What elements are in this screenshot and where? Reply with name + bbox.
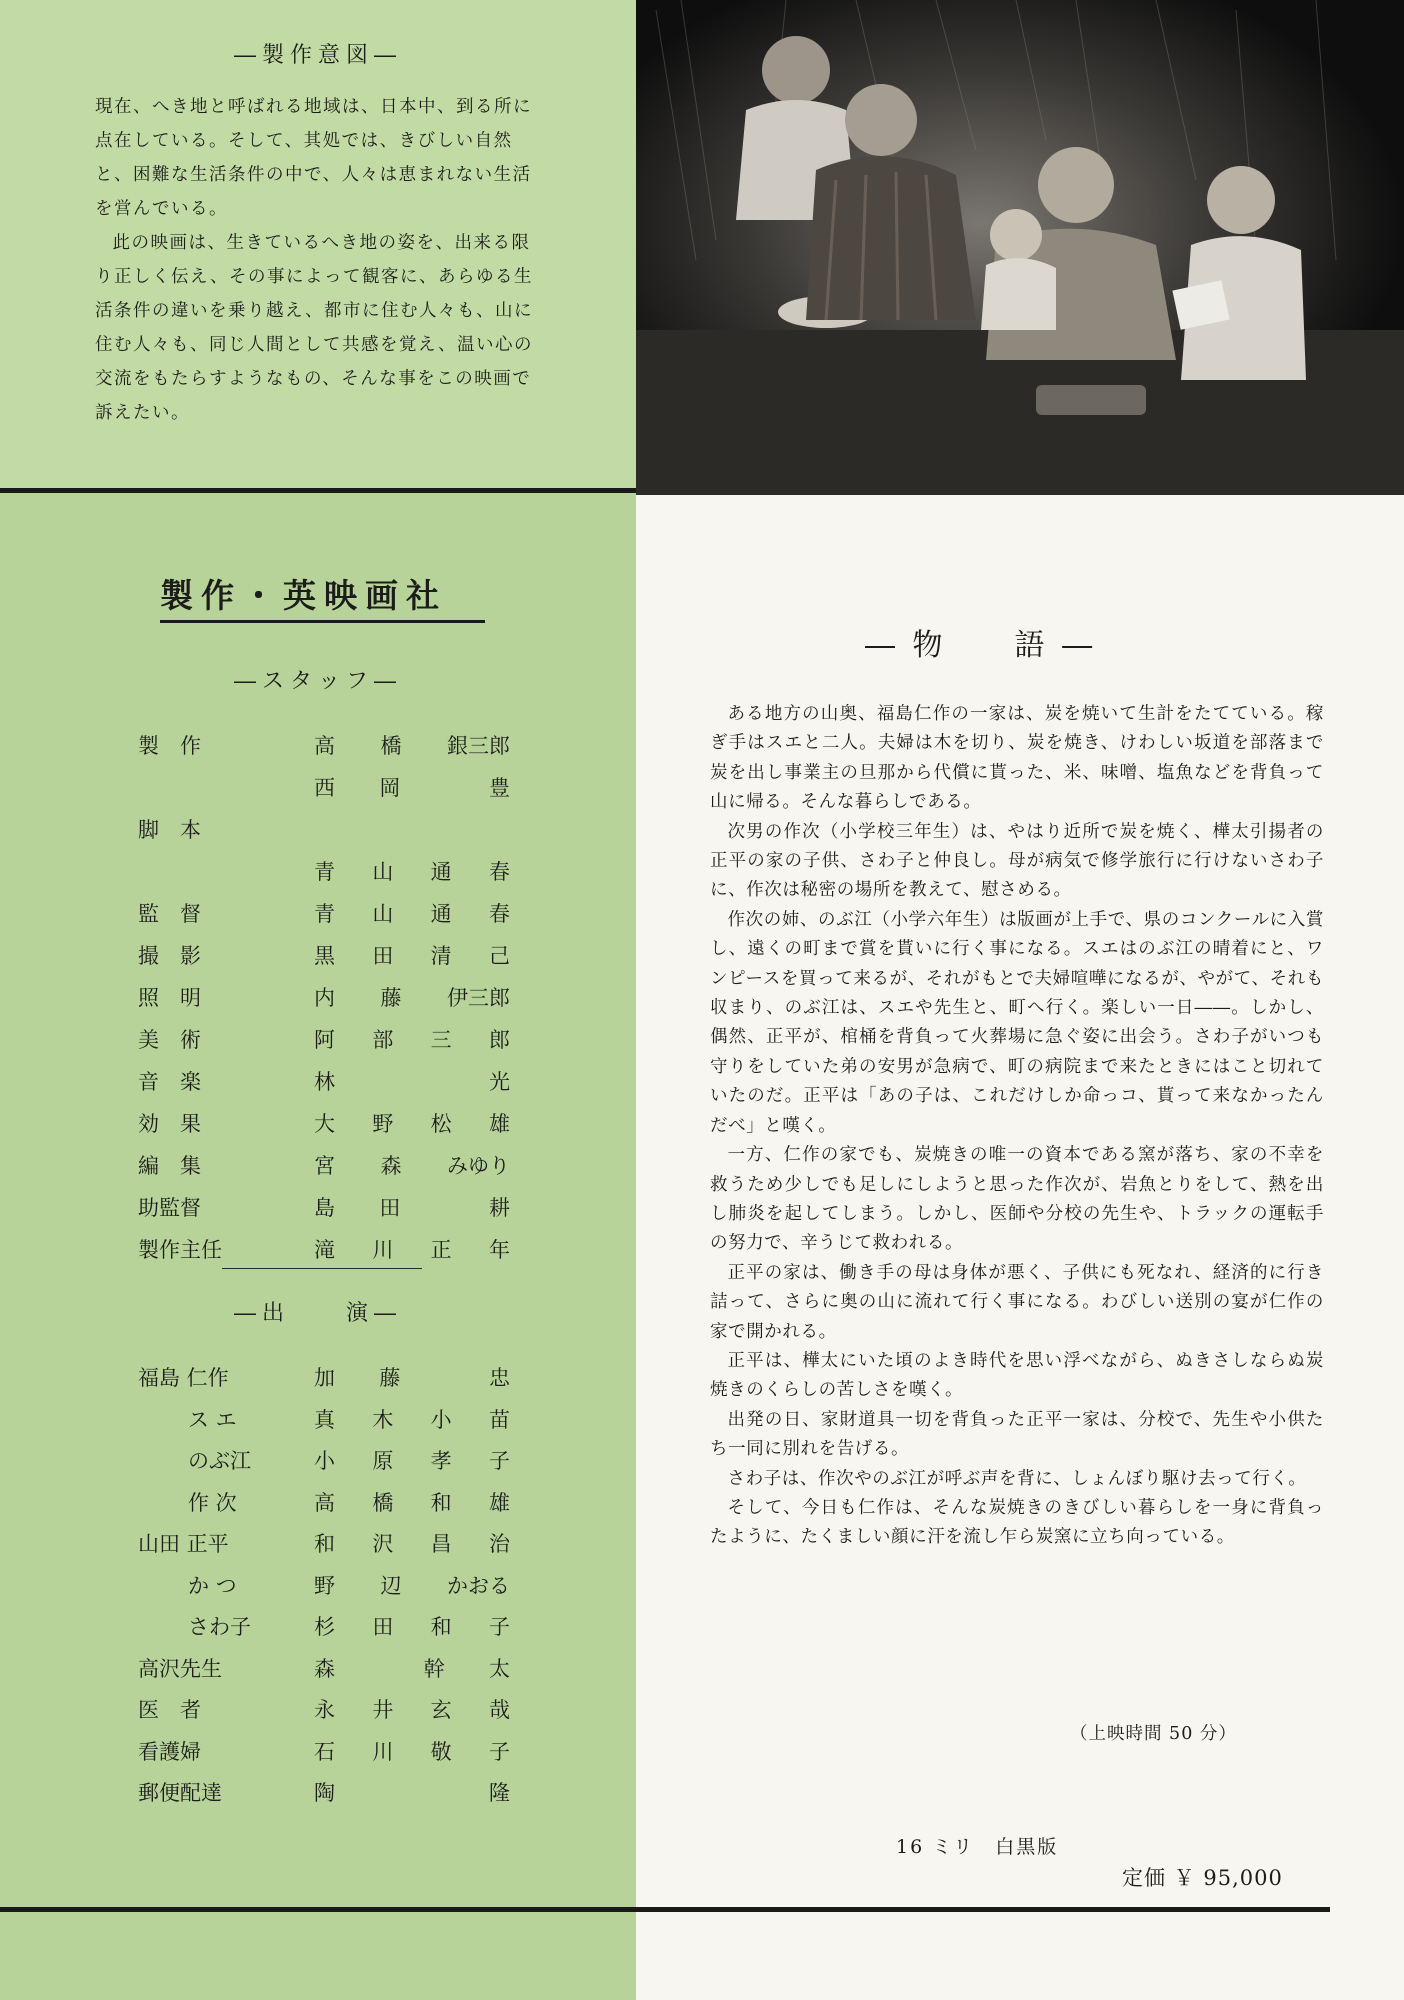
cast-row xyxy=(0,1653,636,1695)
cast-name xyxy=(314,1736,510,1766)
cast-role: か つ xyxy=(188,1573,237,1598)
cast-name-part: 太 xyxy=(488,1656,510,1681)
cast-role: 高沢先生 xyxy=(138,1656,222,1681)
cast-role: 郵便配達 xyxy=(138,1781,222,1805)
staff-name-part: 春 xyxy=(488,902,510,926)
staff-name xyxy=(314,772,510,802)
staff-name xyxy=(314,1150,510,1180)
staff-name-part: 郎 xyxy=(488,1028,510,1052)
staff-name-part: 内 xyxy=(314,986,335,1010)
staff-name-part: 田 xyxy=(379,1196,401,1220)
top-divider xyxy=(0,488,636,493)
staff-name xyxy=(314,1066,510,1096)
staff-name-part: 川 xyxy=(372,1238,394,1262)
staff-name-part: 森 xyxy=(380,1154,402,1178)
staff-name-part: 耕 xyxy=(488,1196,510,1220)
cast-name xyxy=(314,1362,510,1392)
staff-name-part: 青 xyxy=(314,860,335,884)
staff-role: 撮 影 xyxy=(138,944,201,968)
cast-name-part: 和 xyxy=(430,1490,452,1515)
cast-name-part: 孝 xyxy=(430,1449,452,1473)
cast-name xyxy=(314,1653,510,1683)
cast-role: のぶ江 xyxy=(188,1449,251,1473)
staff-name-part: 林 xyxy=(314,1070,335,1094)
story-paragraph: 作次の姉、のぶ江（小学六年生）は版画が上手で、県のコンクールに入賞し、遠くの町まで賞を貰いに行く事になる。スエはのぶ江の晴着にと、ワンピースを買って来るが、それがもとで夫婦喧嘩になるが、やがて、それも収まり、のぶ江は、スエや先生と、町へ行く。楽しい一日――。しかし、偶然、正平が、棺桶を背負って火葬場に急ぐ姿に出会う。さわ子がいつも守りをしていた弟の安男が急病で、町の病院まで来たときにはこと切れていたのだ。正平は「あの子は、これだけしか命っコ、貰って来なかったんだべ」と嘆く。 xyxy=(710,909,1324,1136)
staff-role: 製 作 xyxy=(138,734,201,758)
staff-row xyxy=(0,1192,636,1234)
cast-name-part: 治 xyxy=(488,1532,510,1556)
staff-name-part: 春 xyxy=(488,860,510,884)
cast-row xyxy=(0,1487,636,1529)
cast-name-part: 陶 xyxy=(314,1781,335,1805)
intent-paragraph: 現在、へき地と呼ばれる地域は、日本中、到る所に点在している。そして、其処では、きびしい自然と、困難な生活条件の中で、人々は恵まれない生活を営んでいる。 xyxy=(95,97,532,219)
staff-name xyxy=(314,856,510,886)
cast-row xyxy=(0,1445,636,1487)
cast-name-part: 子 xyxy=(488,1615,510,1639)
cast-role: ス エ xyxy=(188,1407,237,1432)
bottom-divider xyxy=(0,1907,1330,1912)
staff-row xyxy=(0,1066,636,1108)
cast-name-part: 昌 xyxy=(430,1532,452,1556)
cast-name-part: 辺 xyxy=(380,1573,402,1598)
cast-name xyxy=(314,1445,510,1475)
staff-name xyxy=(314,898,510,928)
staff-row xyxy=(0,1108,636,1150)
staff-name-part: 三 xyxy=(430,1028,452,1052)
cast-name-part: 敬 xyxy=(430,1739,452,1764)
staff-name xyxy=(314,1024,510,1054)
cast-name-part: 哉 xyxy=(488,1698,510,1722)
cast-row xyxy=(0,1362,636,1404)
cast-row xyxy=(0,1404,636,1446)
cast-role: 医 者 xyxy=(138,1698,201,1722)
staff-row xyxy=(0,730,636,772)
staff-name xyxy=(314,940,510,970)
staff-name-part: 黒 xyxy=(314,944,335,968)
staff-name-part: 橋 xyxy=(380,734,402,758)
cast-role: さわ子 xyxy=(188,1615,251,1639)
cast-divider xyxy=(222,1268,422,1269)
cast-name-part: 小 xyxy=(314,1449,335,1473)
cast-name-part: 真 xyxy=(314,1407,335,1432)
staff-name-part: みゆり xyxy=(447,1154,510,1178)
staff-row xyxy=(0,1024,636,1066)
story-paragraph: さわ子は、作次やのぶ江が呼ぶ声を背に、しょんぼり駆け去って行く。 xyxy=(727,1468,1307,1489)
intent-body xyxy=(95,90,535,430)
staff-name-part: 山 xyxy=(372,860,394,884)
staff-name-part: 己 xyxy=(488,944,510,968)
cast-row xyxy=(0,1777,636,1819)
cast-name-part: 和 xyxy=(314,1532,335,1556)
staff-name xyxy=(314,1108,510,1138)
story-paragraph: ある地方の山奥、福島仁作の一家は、炭を焼いて生計をたてている。稼ぎ手はスエと二人。夫婦は木を切り、炭を焼き、けわしい坂道を部落まで炭を出し事業主の旦那から代償に貰った、米、味噌、塩魚などを背負って山に帰る。そんな暮らしである。 xyxy=(710,704,1324,813)
story-paragraph: 一方、仁作の家でも、炭焼きの唯一の資本である窯が落ち、家の不幸を救うため少しでも足しにしようと思った作次が、岩魚とりをして、熱を出し肺炎を起してしまう。しかし、医師や分校の先生や、トラックの運転手の努力で、辛うじて救われる。 xyxy=(710,1145,1324,1254)
staff-name-part: 青 xyxy=(314,902,335,926)
cast-name-part: 幹 xyxy=(423,1656,445,1681)
staff-name-part: 西 xyxy=(314,776,335,800)
film-format: 16 ミリ 白黒版 xyxy=(896,1836,1059,1858)
cast-name-part: 和 xyxy=(430,1615,452,1639)
cast-name xyxy=(314,1611,510,1641)
cast-name-part: 野 xyxy=(314,1573,335,1598)
cast-name-part: 忠 xyxy=(488,1366,510,1390)
runtime-note: （上映時間 50 分） xyxy=(1070,1724,1237,1744)
staff-row xyxy=(0,856,636,898)
staff-name-part: 阿 xyxy=(314,1028,335,1052)
story-paragraph: そして、今日も仁作は、そんな炭焼きのきびしい暮らしを一身に背負ったように、たくましい顔に汗を流し乍ら炭窯に立ち向っている。 xyxy=(710,1497,1324,1548)
staff-row xyxy=(0,982,636,1024)
staff-name-part: 野 xyxy=(372,1112,394,1136)
staff-name-part: 高 xyxy=(314,734,335,758)
cast-name xyxy=(314,1404,510,1434)
staff-name-part: 田 xyxy=(372,944,394,968)
staff-name-part: 滝 xyxy=(314,1238,335,1262)
cast-name xyxy=(314,1777,510,1807)
producer-title: 製作・英映画社 xyxy=(160,576,447,615)
staff-role: 編 集 xyxy=(138,1154,201,1178)
cast-name-part: 加 xyxy=(314,1366,335,1390)
cast-role: 看護婦 xyxy=(138,1739,201,1764)
staff-role: 音 楽 xyxy=(138,1070,201,1094)
staff-name-part: 島 xyxy=(314,1196,335,1220)
cast-row xyxy=(0,1611,636,1653)
staff-name-part: 銀三郎 xyxy=(447,734,510,758)
story-paragraph: 正平は、樺太にいた頃のよき時代を思い浮べながら、ぬきさしならぬ炭焼きのくらしの苦しさを嘆く。 xyxy=(710,1350,1324,1401)
cast-name-part: 川 xyxy=(372,1739,394,1764)
story-paragraph: 出発の日、家財道具一切を背負った正平一家は、分校で、先生や小供たち一同に別れを告げる。 xyxy=(710,1409,1324,1460)
cast-name-part: 木 xyxy=(372,1407,394,1432)
staff-row xyxy=(0,898,636,940)
cast-name-part: 石 xyxy=(314,1739,335,1764)
cast-name-part: 森 xyxy=(314,1656,335,1681)
staff-name-part: 通 xyxy=(430,860,452,884)
cast-heading: ―出 演― xyxy=(233,1301,402,1326)
staff-name-part: 伊三郎 xyxy=(447,986,510,1010)
staff-row xyxy=(0,772,636,814)
staff-name-part: 光 xyxy=(488,1070,510,1094)
staff-role: 効 果 xyxy=(138,1112,201,1136)
staff-heading: ―スタッフ― xyxy=(233,669,402,694)
staff-name-part: 岡 xyxy=(379,776,401,800)
staff-name-part: 雄 xyxy=(488,1112,510,1136)
cast-name xyxy=(314,1528,510,1558)
cast-name-part: 杉 xyxy=(314,1615,335,1639)
cast-role: 作 次 xyxy=(188,1490,237,1515)
cast-name xyxy=(314,1570,510,1600)
cast-name-part: 隆 xyxy=(488,1781,510,1805)
story-paragraph: 次男の作次（小学校三年生）は、やはり近所で炭を焼く、樺太引揚者の正平の家の子供、さわ子と仲良し。母が病気で修学旅行に行けないさわ子に、作次は秘密の場所を教えて、慰さめる。 xyxy=(710,821,1324,901)
cast-name-part: 玄 xyxy=(430,1698,452,1722)
staff-name-part: 通 xyxy=(430,902,452,926)
staff-name-part: 清 xyxy=(430,944,452,968)
intent-paragraph: 此の映画は、生きているへき地の姿を、出来る限り正しく伝え、その事によって観客に、あらゆる生活条件の違いを乗り越え、都市に住む人々も、山に住む人々も、同じ人間として共感を覚え、温い心の交流をもたらすようなもの、そんな事をこの映画で訴えたい。 xyxy=(95,233,534,423)
staff-name xyxy=(314,1234,510,1264)
staff-name-part: 山 xyxy=(372,902,394,926)
staff-role: 製作主任 xyxy=(138,1238,222,1262)
staff-name xyxy=(314,1192,510,1222)
cast-name-part: かおる xyxy=(447,1573,510,1598)
cast-name-part: 沢 xyxy=(372,1532,394,1556)
cast-role: 福島 仁作 xyxy=(138,1366,229,1390)
story-paragraph: 正平の家は、働き手の母は身体が悪く、子供にも死なれ、経済的に行き詰って、さらに奥の山に流れて行く事になる。わびしい送別の宴が仁作の家で開かれる。 xyxy=(710,1262,1324,1342)
staff-row xyxy=(0,814,636,856)
intent-heading: ―製作意図― xyxy=(233,43,402,68)
staff-name-part: 年 xyxy=(488,1238,510,1262)
staff-row xyxy=(0,1150,636,1192)
staff-name-part: 藤 xyxy=(380,986,402,1010)
cast-name-part: 雄 xyxy=(488,1490,510,1515)
staff-name xyxy=(314,730,510,760)
family-photo xyxy=(636,0,1404,495)
cast-name-part: 子 xyxy=(488,1739,510,1764)
staff-name-part: 大 xyxy=(314,1112,335,1136)
staff-name-part: 松 xyxy=(430,1112,452,1136)
cast-row xyxy=(0,1570,636,1612)
cast-role: 山田 正平 xyxy=(138,1532,229,1556)
cast-name-part: 子 xyxy=(488,1449,510,1473)
staff-name-part: 部 xyxy=(372,1028,394,1052)
cast-name-part: 井 xyxy=(372,1698,394,1722)
staff-role: 助監督 xyxy=(138,1196,201,1220)
cast-row xyxy=(0,1736,636,1778)
story-heading: ― 物 語 ― xyxy=(865,628,1097,663)
staff-name-part: 正 xyxy=(430,1238,452,1262)
staff-role: 監 督 xyxy=(138,902,201,926)
staff-name xyxy=(314,982,510,1012)
cast-name-part: 永 xyxy=(314,1698,335,1722)
staff-name-part: 豊 xyxy=(488,776,510,800)
cast-name xyxy=(314,1487,510,1517)
cast-name xyxy=(314,1694,510,1724)
staff-role: 照 明 xyxy=(138,986,201,1010)
cast-name-part: 田 xyxy=(372,1615,394,1639)
staff-role: 脚 本 xyxy=(138,818,201,842)
cast-name-part: 橋 xyxy=(372,1490,394,1515)
cast-name-part: 小 xyxy=(430,1407,452,1432)
staff-row xyxy=(0,940,636,982)
staff-role: 美 術 xyxy=(138,1028,201,1052)
producer-underline xyxy=(160,620,485,623)
story-body xyxy=(710,700,1324,1553)
cast-name-part: 高 xyxy=(314,1490,335,1515)
cast-row xyxy=(0,1694,636,1736)
cast-name-part: 苗 xyxy=(488,1407,510,1432)
price-label: 定価 ￥ 95,000 xyxy=(1122,1866,1283,1890)
staff-name-part: 宮 xyxy=(314,1154,335,1178)
staff-row xyxy=(0,1234,636,1276)
cast-row xyxy=(0,1528,636,1570)
cast-name-part: 原 xyxy=(372,1449,394,1473)
cast-name-part: 藤 xyxy=(379,1366,401,1390)
